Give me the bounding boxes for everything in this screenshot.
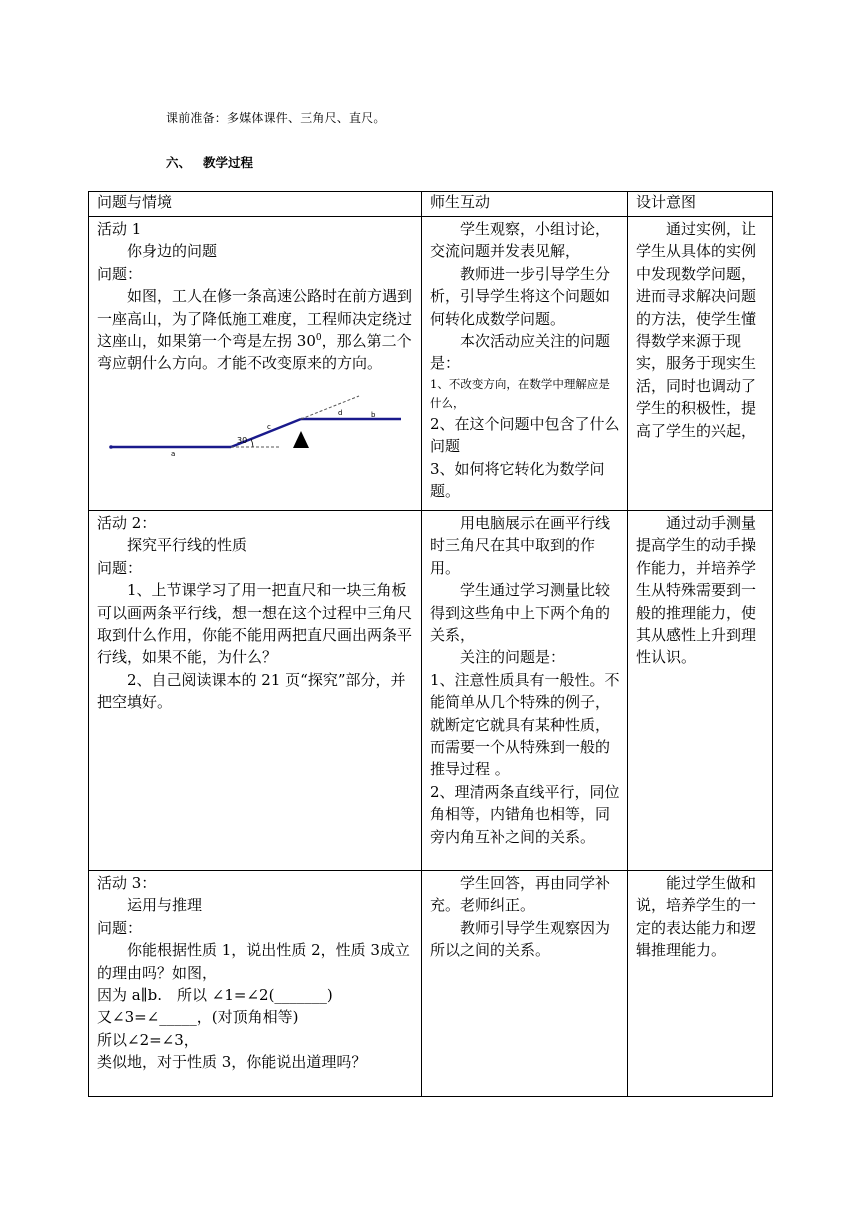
road-diagram — [101, 379, 401, 461]
activity2-intent: 通过动手测量提高学生的动手操作能力，并培养学生从特殊需要到一般的推理能力，使其从感性上升到理性认识。 — [636, 514, 757, 667]
table-row — [89, 511, 773, 871]
activity3-interaction-1: 学生回答，再由同学补充。老师纠正。 — [430, 874, 611, 915]
activity2-interaction-3: 关注的问题是： — [460, 648, 566, 667]
activity2-interaction-list-1: 1、注意性质具有一般性。不能简单从几个特殊的例子，就断定它就具有某种性质，而需要一个从特殊到一般的推导过程 。 — [430, 670, 620, 779]
activity3-intent: 能过学生做和说，培养学生的一定的表达能力和逻辑推理能力。 — [636, 874, 757, 960]
column-header-intent: 设计意图 — [628, 192, 773, 217]
activity2-intent-cell — [628, 511, 773, 871]
activity2-interaction-2: 学生通过学习测量比较得到这些角中上下两个角的关系， — [430, 581, 611, 645]
activity2-situation-cell — [89, 511, 422, 871]
angle-arc — [251, 439, 253, 447]
label-b: b — [371, 410, 376, 419]
mountain-triangle — [293, 431, 309, 448]
activity2-interaction-cell — [422, 511, 628, 871]
activity1-name: 活动 1 — [97, 220, 142, 238]
activity1-question-label: 问题： — [97, 264, 143, 283]
activity1-question-text-b: ，那么第二个弯应朝什么方向。才能不改变原来的方向。 — [97, 332, 412, 373]
section-number: 六、 — [166, 155, 192, 170]
activity3-intent-cell — [628, 871, 773, 1097]
activity3-question: 你能根据性质 1，说出性质 2，性质 3成立的理由吗？如图， — [97, 941, 410, 982]
activity1-question-text-a: 如图，工人在修一条高速公路时在前方遇到一座高山，为了降低施工难度，工程师决定绕过这座山，如果第一个弯是左拐 30 — [97, 287, 413, 351]
activity1-interaction-list-2: 3、如何将它转化为数学问题。 — [430, 459, 605, 501]
activity2-question-2: 2、自己阅读课本的 21 页“探究”部分，并把空填好。 — [97, 670, 406, 712]
activity1-interaction-cell — [422, 217, 628, 511]
activity3-line-4: 类似地，对于性质 3，你能说出道理吗？ — [97, 1053, 367, 1072]
column-header-situation: 问题与情境 — [89, 192, 422, 217]
activity3-line-1: 因为 a∥b. 所以 ∠1=∠2(_______) — [97, 986, 333, 1005]
activity1-interaction-1: 学生观察，小组讨论，交流问题并发表见解， — [430, 220, 611, 261]
activity2-question-1: 1、上节课学习了用一把直尺和一块三角板可以画两条平行线，想一想在这个过程中三角尺取到什么作用，你能不能用两把直尺画出两条平行线，如果不能，为什么？ — [97, 581, 413, 667]
activity3-subtitle: 运用与推理 — [127, 896, 203, 915]
angle-label: 30 — [237, 435, 248, 445]
activity2-name: 活动 2： — [97, 514, 157, 532]
activity3-line-3: 所以∠2=∠3， — [97, 1030, 199, 1049]
column-header-interaction: 师生互动 — [422, 192, 628, 217]
activity1-interaction-small: 1、不改变方向，在数学中理解应是什么， — [430, 376, 610, 410]
activity3-line-2: 又∠3=∠_____，(对顶角相等) — [97, 1008, 299, 1027]
lesson-table — [88, 191, 773, 1097]
activity3-name: 活动 3： — [97, 874, 157, 892]
activity3-situation-cell — [89, 871, 422, 1097]
activity3-question-label: 问题： — [97, 918, 143, 937]
activity1-interaction-list-1: 2、在这个问题中包含了什么问题 — [430, 414, 620, 456]
activity2-question-label: 问题： — [97, 558, 143, 577]
dashed-extension-upper — [301, 396, 359, 419]
activity1-situation-cell — [89, 217, 422, 511]
activity2-interaction-list-2: 2、理清两条直线平行，同位角相等，内错角也相等，同旁内角互补之间的关系。 — [430, 782, 620, 846]
prep-line: 课前准备：多媒体课件、三角尺、直尺。 — [166, 111, 386, 125]
degree-superscript: 0 — [315, 333, 322, 344]
label-a: a — [171, 449, 176, 458]
activity2-subtitle: 探究平行线的性质 — [127, 536, 248, 555]
activity3-interaction-2: 教师引导学生观察因为所以之间的关系。 — [430, 918, 611, 960]
activity1-interaction-3: 本次活动应关注的问题是： — [430, 332, 611, 373]
activity1-question — [97, 285, 415, 375]
table-row — [89, 217, 773, 511]
activity2-interaction-1: 用电脑展示在画平行线时三角尺在其中取到的作用。 — [430, 514, 611, 577]
label-c: c — [267, 422, 271, 431]
label-d: d — [338, 408, 343, 417]
activity1-subtitle: 你身边的问题 — [127, 242, 218, 261]
activity1-interaction-2: 教师进一步引导学生分析，引导学生将这个问题如何转化成数学问题。 — [430, 264, 611, 328]
section-title: 教学过程 — [203, 155, 254, 170]
table-row — [89, 871, 773, 1097]
road-start-dot — [109, 445, 113, 449]
activity1-intent-cell — [628, 217, 773, 511]
table-header-row — [89, 192, 773, 217]
activity3-interaction-cell — [422, 871, 628, 1097]
section-heading — [166, 153, 253, 171]
activity1-intent: 通过实例，让学生从具体的实例中发现数学问题，进而寻求解决问题的方法，使学生懂得数学来源于现实，服务于现实生活，同时也调动了学生的积极性，提高了学生的兴起， — [636, 220, 757, 440]
